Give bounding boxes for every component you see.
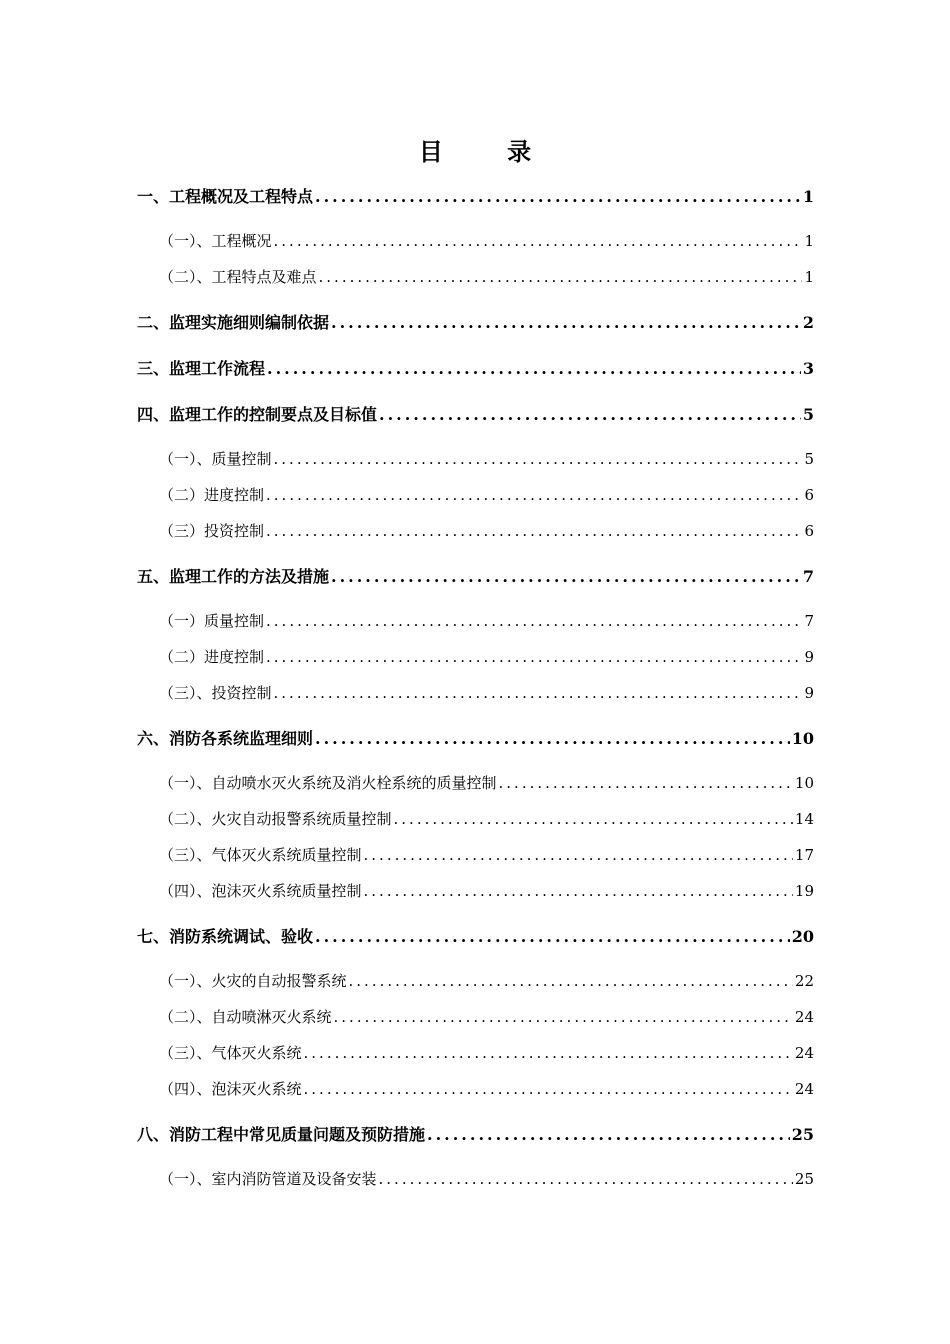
toc-dot-leader [331,562,801,591]
toc-entry-title: （三）、气体灭火系统质量控制 [159,846,362,864]
toc-entry-title: （三）、投资控制 [159,684,272,702]
toc-subsection-entry[interactable] [137,518,814,545]
toc-subsection-entry[interactable] [137,1040,814,1067]
toc-section-entry[interactable] [137,182,814,211]
toc-page-number: 10 [791,729,814,748]
toc-page-number: 25 [791,1125,814,1144]
toc-dot-leader [266,608,802,635]
toc-page-number: 17 [794,846,814,864]
toc-section-entry[interactable] [137,1120,814,1149]
toc-subsection-entry[interactable] [137,228,814,255]
toc-entry-title: 四、监理工作的控制要点及目标值 [137,405,378,424]
toc-page-number: 1 [804,232,814,250]
toc-subsection-entry[interactable] [137,770,814,797]
toc-entry-title: （二）进度控制 [159,486,265,504]
toc-dot-leader [379,400,801,429]
toc-dot-leader [427,1120,790,1149]
toc-page-number: 1 [802,187,814,206]
toc-subsection-entry[interactable] [137,1004,814,1031]
toc-entry-title: 五、监理工作的方法及措施 [137,567,330,586]
toc-subsection-entry[interactable] [137,968,814,995]
toc-page-number: 22 [794,972,814,990]
toc-section-entry[interactable] [137,724,814,753]
toc-page-number: 24 [794,1044,814,1062]
toc-subsection-entry[interactable] [137,1076,814,1103]
toc-page-number: 3 [802,359,814,378]
toc-dot-leader [364,842,793,869]
toc-dot-leader [266,482,802,509]
toc-subsection-entry[interactable] [137,878,814,905]
toc-dot-leader [364,878,793,905]
toc-entry-title: （一）、室内消防管道及设备安装 [159,1170,377,1188]
toc-title: 目 录 [418,137,560,166]
toc-subsection-entry[interactable] [137,644,814,671]
toc-entry-title: 三、监理工作流程 [137,359,266,378]
toc-entry-title: 七、消防系统调试、验收 [137,927,314,946]
toc-section-entry[interactable] [137,922,814,951]
toc-subsection-entry[interactable] [137,264,814,291]
toc-subsection-entry[interactable] [137,446,814,473]
toc-subsection-entry[interactable] [137,806,814,833]
toc-dot-leader [267,354,801,383]
toc-dot-leader [331,308,801,337]
toc-page-number: 24 [794,1008,814,1026]
toc-entry-title: 六、消防各系统监理细则 [137,729,314,748]
toc-dot-leader [315,724,790,753]
toc-entry-title: （三）、气体灭火系统 [159,1044,302,1062]
toc-entry-title: （一）质量控制 [159,612,265,630]
toc-dot-leader [274,446,803,473]
toc-page-number: 24 [794,1080,814,1098]
toc-page-number: 5 [802,405,814,424]
toc-dot-leader [349,968,793,995]
toc-entry-title: （二）、自动喷淋灭火系统 [159,1008,332,1026]
toc-dot-leader [304,1076,793,1103]
toc-page-number: 14 [794,810,814,828]
toc-dot-leader [266,644,802,671]
toc-dot-leader [394,806,793,833]
toc-page-number: 1 [804,268,814,286]
toc-section-entry[interactable] [137,354,814,383]
toc-page-number: 19 [794,882,814,900]
toc-page-number: 7 [802,567,814,586]
toc-page-number: 10 [794,774,814,792]
toc-entry-title: （二）、工程特点及难点 [159,268,317,286]
toc-section-entry[interactable] [137,400,814,429]
toc-page-number: 6 [804,522,814,540]
toc-dot-leader [315,922,790,951]
toc-page-number: 6 [804,486,814,504]
toc-page-number: 20 [791,927,814,946]
toc-page-number: 5 [804,450,814,468]
toc-entry-title: 一、工程概况及工程特点 [137,187,314,206]
toc-page-number: 9 [804,684,814,702]
toc-dot-leader [266,518,802,545]
toc-dot-leader [319,264,803,291]
toc-dot-leader [499,770,793,797]
toc-subsection-entry[interactable] [137,842,814,869]
toc-dot-leader [315,182,801,211]
toc-entry-title: （三）投资控制 [159,522,265,540]
toc-entry-title: （一）、工程概况 [159,232,272,250]
toc-dot-leader [304,1040,793,1067]
toc-dot-leader [334,1004,793,1031]
toc-entry-title: （四）、泡沫灭火系统 [159,1080,302,1098]
toc-entry-title: （一）、火灾的自动报警系统 [159,972,347,990]
toc-section-entry[interactable] [137,308,814,337]
toc-subsection-entry[interactable] [137,680,814,707]
toc-subsection-entry[interactable] [137,608,814,635]
toc-entry-title: （二）进度控制 [159,648,265,666]
toc-entry-title: （一）、质量控制 [159,450,272,468]
toc-entry-title: （四）、泡沫灭火系统质量控制 [159,882,362,900]
toc-entry-title: （二）、火灾自动报警系统质量控制 [159,810,392,828]
toc-entry-title: 二、监理实施细则编制依据 [137,313,330,332]
toc-dot-leader [274,228,803,255]
toc-dot-leader [379,1166,793,1193]
toc-entry-title: 八、消防工程中常见质量问题及预防措施 [137,1125,426,1144]
toc-page-number: 2 [802,313,814,332]
toc-dot-leader [274,680,803,707]
table-of-contents [137,182,814,1193]
toc-page-number: 25 [794,1170,814,1188]
toc-page-number: 9 [804,648,814,666]
toc-subsection-entry[interactable] [137,1166,814,1193]
toc-entry-title: （一）、自动喷水灭火系统及消火栓系统的质量控制 [159,774,497,792]
toc-page-number: 7 [804,612,814,630]
toc-subsection-entry[interactable] [137,482,814,509]
toc-section-entry[interactable] [137,562,814,591]
